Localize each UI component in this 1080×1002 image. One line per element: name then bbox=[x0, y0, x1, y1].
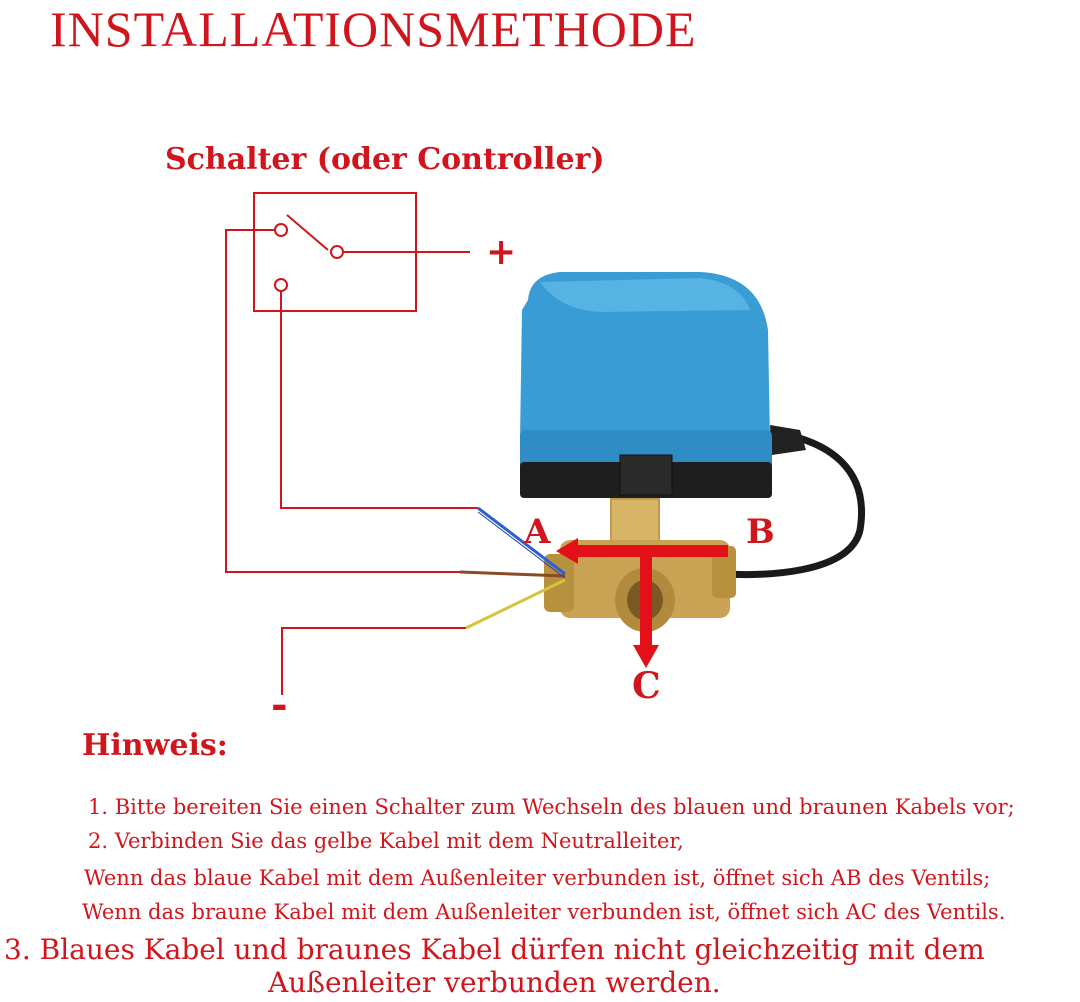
switch-label: Schalter (oder Controller) bbox=[165, 142, 605, 177]
switch-contact-alt bbox=[275, 279, 287, 291]
flow-arrow-c bbox=[640, 551, 652, 651]
note-3-line1: 3. Blaues Kabel und braunes Kabel dürfen nicht gleichzeitig mit dem bbox=[4, 933, 985, 966]
port-c-label: C bbox=[632, 665, 661, 707]
port-a-label: A bbox=[524, 512, 551, 552]
note-1: 1. Bitte bereiten Sie einen Schalter zum Wechseln des blauen und braunen Kabels vor; bbox=[88, 795, 1015, 819]
port-b-label: B bbox=[746, 512, 775, 552]
page-title: INSTALLATIONSMETHODE bbox=[50, 1, 697, 57]
note-2b: Wenn das braune Kabel mit dem Außenleiter verbunden ist, öffnet sich AC des Ventils. bbox=[82, 900, 1006, 924]
wire-blue bbox=[478, 508, 565, 574]
switch-contact-common bbox=[275, 224, 287, 236]
note-3-line2: Außenleiter verbunden werden. bbox=[268, 966, 721, 999]
note-2a: Wenn das blaue Kabel mit dem Außenleiter verbunden ist, öffnet sich AB des Ventils; bbox=[84, 866, 991, 890]
minus-label: - bbox=[271, 681, 288, 720]
note-heading: Hinweis: bbox=[82, 728, 228, 763]
switch-lever bbox=[287, 215, 328, 250]
note-2: 2. Verbinden Sie das gelbe Kabel mit dem Neutralleiter, bbox=[88, 829, 684, 853]
switch-contact-out bbox=[331, 246, 343, 258]
plus-label: + bbox=[486, 231, 517, 273]
